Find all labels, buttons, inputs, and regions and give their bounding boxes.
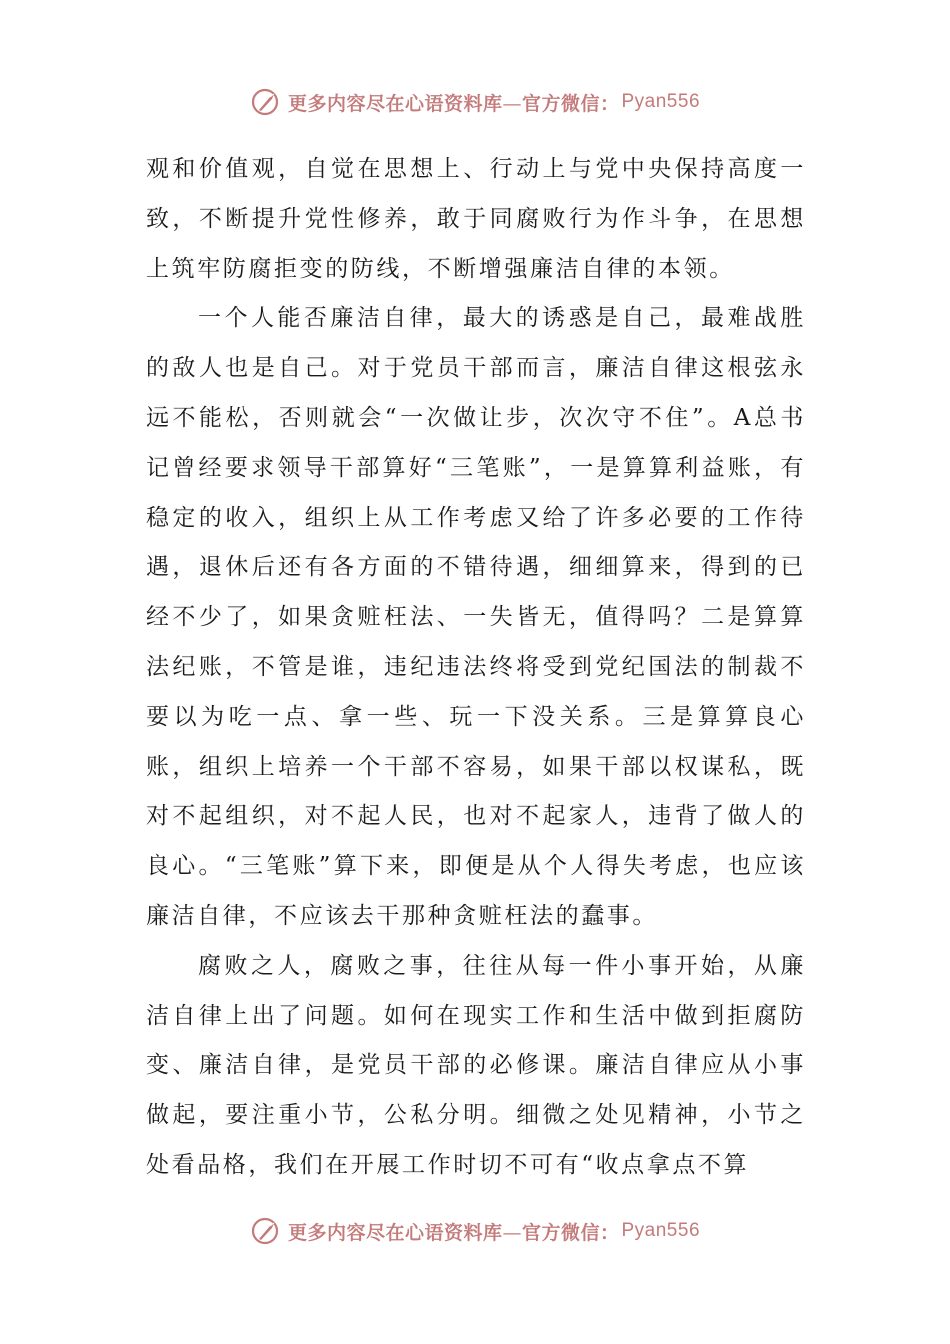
paragraph-continued: 观和价值观，自觉在思想上、行动上与党中央保持高度一致，不断提升党性修养，敢于同腐败行为作斗争，在思想上筑牢防腐拒变的防线，不断增强廉洁自律的本领。 [146,156,806,282]
paragraph: 一个人能否廉洁自律，最大的诱惑是自己，最难战胜的敌人也是自己。对于党员干部而言，廉洁自律这根弦永远不能松，否则就会“一次做让步，次次守不住”。A总书记曾经要求领导干部算好“三笔账”，一是算算利益账，有稳定的收入，组织上从工作考虑又给了许多必要的工作待遇，退休后还有各方面的不错待遇，细细算来，得到的已经不少了，如果贪赃枉法、一失皆无，值得吗？二是算算法纪账，不管是谁，违纪违法终将受到党纪国法的制裁不要以为吃一点、拿一些、玩一下没关系。三是算算良心账，组织上培养一个干部不容易，如果干部以权谋私，既对不起组织，对不起人民，也对不起家人，违背了做人的良心。“三笔账”算下来，即便是从个人得失考虑，也应该廉洁自律，不应该去干那种贪赃枉法的蠢事。 [146,305,806,929]
watermark-separator: — [502,1221,522,1244]
footer-watermark [0,1211,950,1251]
document-body [146,145,806,1191]
watermark-contact-id: Pyan556 [621,91,701,112]
watermark-text [288,89,620,116]
watermark-contact-label: 官方微信： [521,92,620,115]
pen-nib-circle-icon [250,1215,282,1247]
watermark-site-text: 更多内容尽在心语资料库 [287,92,503,115]
pen-nib-circle-icon [250,86,282,118]
header-watermark [0,82,950,122]
paragraph: 腐败之人，腐败之事，往往从每一件小事开始，从廉洁自律上出了问题。如何在现实工作和生活中做到拒腐防变、廉洁自律，是党员干部的必修课。廉洁自律应从小事做起，要注重小节，公私分明。细微之处见精神，小节之处看品格，我们在开展工作时切不可有“收点拿点不算 [146,952,806,1178]
watermark-separator: — [502,92,522,115]
watermark-contact-id: Pyan556 [621,1220,701,1241]
watermark-text [288,1218,620,1245]
watermark-site-text: 更多内容尽在心语资料库 [287,1221,503,1244]
watermark-contact-label: 官方微信： [521,1221,620,1244]
